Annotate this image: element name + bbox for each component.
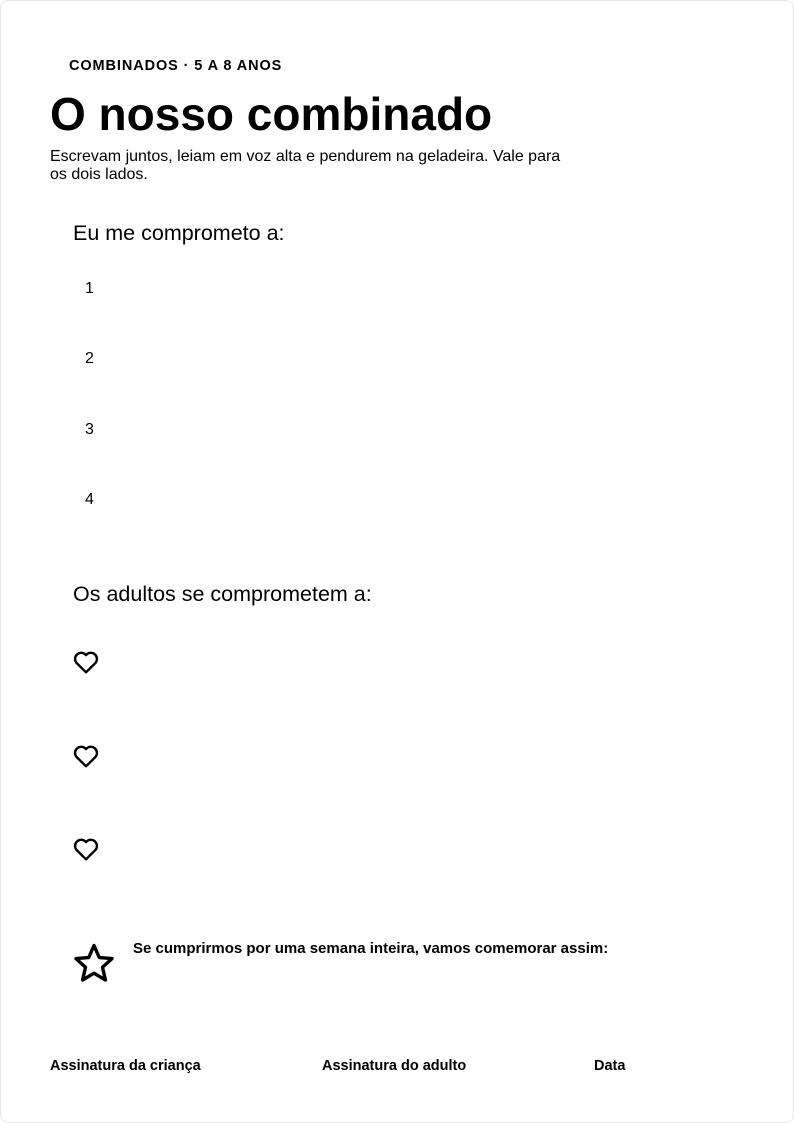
adult-signature-label: Assinatura do adulto: [322, 1058, 467, 1074]
heart-icon: [73, 744, 99, 768]
child-commitments-heading: Eu me comprometo a:: [73, 221, 285, 245]
heart-icon: [73, 650, 99, 674]
heart-icon: [73, 837, 99, 861]
child-commitment-number: 4: [85, 491, 94, 508]
eyebrow-label: COMBINADOS · 5 A 8 ANOS: [69, 58, 283, 74]
child-commitment-number: 3: [85, 421, 94, 438]
child-commitment-number: 2: [85, 350, 94, 367]
date-label: Data: [594, 1058, 626, 1074]
star-icon: [73, 943, 115, 983]
child-commitment-number: 1: [85, 280, 94, 297]
page-subtitle: Escrevam juntos, leiam em voz alta e pendurem na geladeira. Vale para os dois lados.: [50, 148, 561, 183]
child-signature-label: Assinatura da criança: [50, 1058, 201, 1074]
reward-text: Se cumprirmos por uma semana inteira, vamos comemorar assim:: [133, 940, 609, 957]
adult-commitments-heading: Os adultos se comprometem a:: [73, 582, 372, 606]
page-title: O nosso combinado: [50, 88, 493, 140]
